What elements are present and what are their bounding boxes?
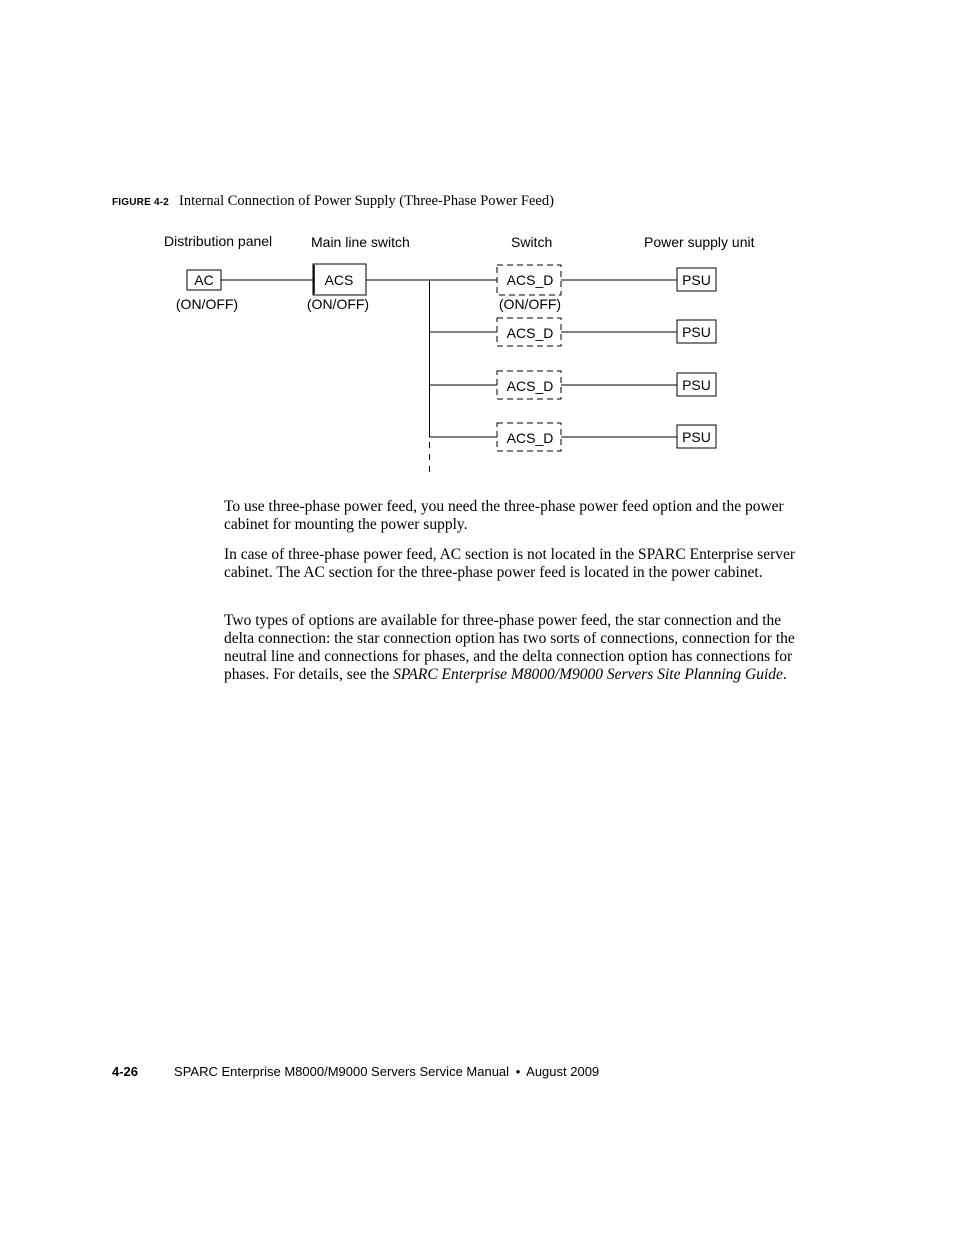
ac-state-label: (ON/OFF) (175, 296, 239, 312)
header-switch: Switch (511, 234, 553, 250)
figure-title: Internal Connection of Power Supply (Three-Phase Power Feed) (179, 193, 554, 209)
branch-row (429, 423, 716, 451)
header-main-line-switch: Main line switch (311, 234, 410, 250)
header-power-supply-unit: Power supply unit (644, 234, 755, 250)
body-paragraph-2 (224, 546, 796, 582)
psu-label: PSU (682, 272, 711, 288)
body-paragraph-3-text (224, 612, 796, 684)
ac-label: AC (194, 272, 214, 288)
psu-label: PSU (682, 324, 711, 340)
paragraph-3-main-text: Two types of options are available for three-phase power feed, the star connection and the delta connection: the star connection option has two sorts of connections, connection for the neutral line and connections for phases, and the delta connection option has connections for phases. For details, see the (224, 612, 795, 683)
site-planning-guide-reference: SPARC Enterprise M8000/M9000 Servers Site Planning Guide (393, 666, 783, 683)
manual-title: SPARC Enterprise M8000/M9000 Servers Service Manual (174, 1064, 510, 1079)
body-paragraph-3 (224, 612, 796, 684)
acs-d-label: ACS_D (506, 430, 554, 446)
figure-label: FIGURE 4-2 (112, 197, 170, 208)
paragraph-3-end: . (782, 666, 787, 683)
acs-d-label: ACS_D (506, 325, 554, 341)
body-paragraph-1 (224, 498, 796, 534)
acs-d-label: ACS_D (506, 378, 554, 394)
page-footer (112, 1064, 599, 1079)
body-paragraph-2-text: In case of three-phase power feed, AC section is not located in the SPARC Enterprise server cabinet. The AC section for the three-phase power feed is located in the power cabinet. (224, 546, 796, 581)
header-distribution-panel: Distribution panel (164, 233, 273, 249)
page-number: 4-26 (112, 1064, 139, 1079)
power-connection-diagram (0, 0, 954, 500)
acs-state-label: (ON/OFF) (306, 296, 370, 312)
psu-label: PSU (682, 377, 711, 393)
branch-row (429, 371, 716, 399)
acs-d-label: ACS_D (506, 272, 554, 288)
body-paragraph-1-text: To use three-phase power feed, you need the three-phase power feed option and the power cabinet for mounting the power supply. (224, 498, 784, 533)
branch-row (429, 265, 716, 295)
psu-label: PSU (682, 429, 711, 445)
acs-box (313, 264, 366, 295)
branch-row (429, 318, 716, 346)
ac-box (187, 270, 221, 290)
switch-state-label: (ON/OFF) (498, 296, 562, 312)
footer-separator: • (515, 1064, 521, 1079)
acs-label: ACS (324, 272, 354, 288)
footer-date: August 2009 (526, 1064, 600, 1079)
